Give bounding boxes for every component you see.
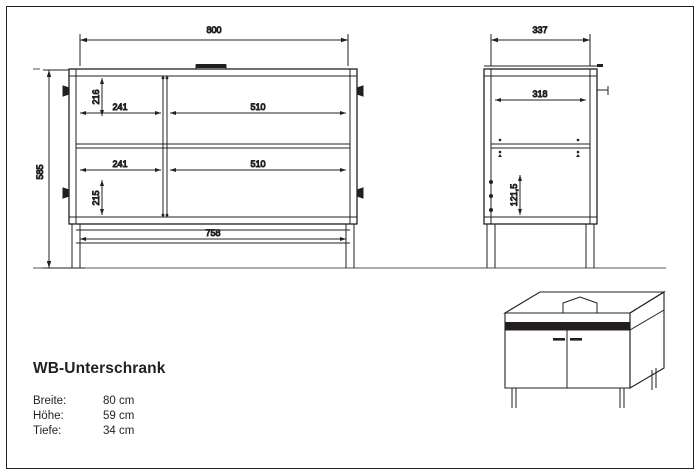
dim-front-215: 215 <box>91 190 101 206</box>
spec-label-height: Höhe: <box>33 410 64 422</box>
dim-front-241-upper: 241 <box>112 102 128 112</box>
spec-row-width <box>33 394 313 409</box>
perspective-cabinet <box>505 292 664 408</box>
dim-side-1215: 121,5 <box>509 183 519 207</box>
spec-label-depth: Tiefe: <box>33 425 62 437</box>
dim-front-216: 216 <box>91 89 101 105</box>
dim-front-241-lower: 241 <box>112 159 128 169</box>
spec-value-depth: 34 cm <box>103 425 135 437</box>
spec-label-width: Breite: <box>33 395 67 407</box>
dim-front-width: 800 <box>206 25 222 35</box>
spec-value-height: 59 cm <box>103 410 135 422</box>
dim-front-510-lower: 510 <box>250 159 266 169</box>
title-block <box>33 360 313 439</box>
dim-front-758: 758 <box>205 228 221 238</box>
dim-side-depth: 337 <box>532 25 548 35</box>
page-title: WB-Unterschrank <box>33 360 166 377</box>
dim-front-height: 585 <box>35 164 45 180</box>
dim-side-318: 318 <box>532 89 548 99</box>
dim-front-510-upper: 510 <box>250 102 266 112</box>
spec-row-depth <box>33 424 313 439</box>
spec-row-height <box>33 409 313 424</box>
spec-value-width: 80 cm <box>103 395 135 407</box>
